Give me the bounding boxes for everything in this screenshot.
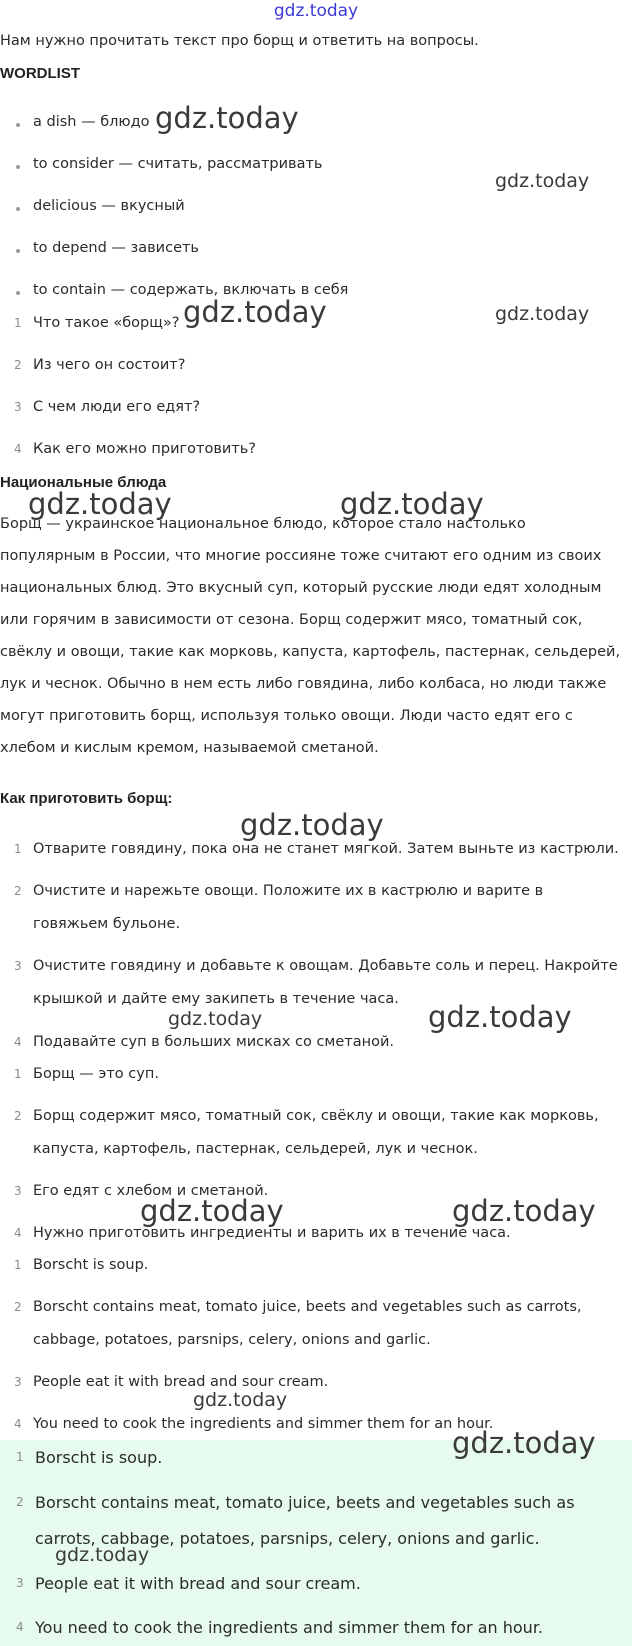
answer-text bbox=[33, 1408, 624, 1441]
step-text bbox=[33, 875, 624, 941]
watermark: gdz.today bbox=[55, 1544, 150, 1566]
bullet-icon bbox=[16, 165, 20, 169]
watermark: gdz.today bbox=[155, 101, 299, 135]
bullet-icon bbox=[16, 207, 20, 211]
step-text bbox=[33, 833, 624, 866]
answer-text bbox=[35, 1610, 624, 1646]
paragraph-line: национальных блюд. Это вкусный суп, который русские люди едят холодным bbox=[0, 580, 602, 596]
answer-line: Борщ — это суп. bbox=[33, 1066, 159, 1082]
step-number: 1 bbox=[14, 842, 22, 856]
answer-text bbox=[35, 1485, 624, 1557]
step-line: Отварите говядину, пока она не станет мягкой. Затем выньте из кастрюли. bbox=[33, 841, 619, 857]
national-heading: Национальные блюда bbox=[0, 474, 167, 491]
answer-line: Borscht is soup. bbox=[35, 1448, 163, 1467]
watermark: gdz.today bbox=[452, 1426, 596, 1460]
answer-text bbox=[33, 1100, 624, 1166]
step-text bbox=[33, 1026, 624, 1059]
wordlist-heading: WORDLIST bbox=[0, 65, 80, 82]
question-number: 3 bbox=[14, 400, 22, 414]
watermark: gdz.today bbox=[452, 1194, 596, 1228]
question-text: Из чего он состоит? bbox=[33, 357, 186, 373]
top-watermark: gdz.today bbox=[273, 1, 359, 21]
answer-line: People eat it with bread and sour cream. bbox=[33, 1374, 329, 1390]
watermark: gdz.today bbox=[495, 170, 590, 192]
wordlist-item-text: delicious — вкусный bbox=[33, 198, 185, 214]
answer-number: 4 bbox=[14, 1226, 22, 1240]
paragraph-line: хлебом и кислым кремом, называемой сметаной. bbox=[0, 740, 379, 756]
watermark: gdz.today bbox=[28, 487, 172, 521]
step-number: 3 bbox=[14, 959, 22, 973]
answer-text bbox=[33, 1217, 624, 1250]
recipe-heading: Как приготовить борщ: bbox=[0, 790, 173, 807]
answer-line: People eat it with bread and sour cream. bbox=[35, 1574, 361, 1593]
answer-line: капуста, картофель, пастернак, сельдерей, лук и чеснок. bbox=[33, 1141, 478, 1157]
step-number: 4 bbox=[14, 1035, 22, 1049]
step-line: говяжьем бульоне. bbox=[33, 916, 181, 932]
watermark: gdz.today bbox=[340, 487, 484, 521]
answer-text bbox=[35, 1566, 624, 1602]
question-text: С чем люди его едят? bbox=[33, 399, 201, 415]
answer-line: Его едят с хлебом и сметаной. bbox=[33, 1183, 269, 1199]
question-text: Что такое «борщ»? bbox=[33, 315, 180, 331]
answer-line: You need to cook the ingredients and simmer them for an hour. bbox=[33, 1416, 494, 1432]
answer-line: carrots, cabbage, potatoes, parsnips, celery, onions and garlic. bbox=[35, 1529, 540, 1548]
watermark: gdz.today bbox=[168, 1008, 263, 1030]
answer-line: Borscht is soup. bbox=[33, 1257, 149, 1273]
answer-text bbox=[33, 1058, 624, 1091]
bullet-icon bbox=[16, 123, 20, 127]
wordlist-item-text: to contain — содержать, включать в себя bbox=[33, 282, 349, 298]
question-text: Как его можно приготовить? bbox=[33, 441, 256, 457]
answer-line: You need to cook the ingredients and simmer them for an hour. bbox=[35, 1618, 544, 1637]
answer-number: 2 bbox=[16, 1495, 24, 1509]
bullet-icon bbox=[16, 249, 20, 253]
watermark: gdz.today bbox=[193, 1389, 288, 1411]
answer-text bbox=[33, 1249, 624, 1282]
answer-text bbox=[33, 1366, 624, 1399]
answer-number: 2 bbox=[14, 1109, 22, 1123]
wordlist-item-text: a dish — блюдо bbox=[33, 114, 150, 130]
answer-line: Борщ содержит мясо, томатный сок, свёклу и овощи, такие как морковь, bbox=[33, 1108, 599, 1124]
step-line: Очистите говядину и добавьте к овощам. Добавьте соль и перец. Накройте bbox=[33, 958, 618, 974]
answer-number: 3 bbox=[16, 1576, 24, 1590]
watermark: gdz.today bbox=[495, 303, 590, 325]
answer-number: 1 bbox=[16, 1450, 24, 1464]
question-number: 2 bbox=[14, 358, 22, 372]
step-line: крышкой и дайте ему закипеть в течение часа. bbox=[33, 991, 399, 1007]
question-number: 4 bbox=[14, 442, 22, 456]
national-paragraph bbox=[0, 508, 626, 764]
final-answer-box bbox=[0, 1440, 632, 1646]
answer-line: Нужно приготовить ингредиенты и варить их в течение часа. bbox=[33, 1225, 511, 1241]
step-text bbox=[33, 950, 624, 1016]
bullet-icon bbox=[16, 291, 20, 295]
step-line: Очистите и нарежьте овощи. Положите их в кастрюлю и варите в bbox=[33, 883, 544, 899]
answer-text bbox=[33, 1175, 624, 1208]
answer-line: cabbage, potatoes, parsnips, celery, onions and garlic. bbox=[33, 1332, 431, 1348]
watermark: gdz.today bbox=[183, 295, 327, 329]
paragraph-line: лук и чеснок. Обычно в нем есть либо говядина, либо колбаса, но люди также bbox=[0, 676, 607, 692]
answer-number: 4 bbox=[14, 1417, 22, 1431]
wordlist-item-text: to depend — зависеть bbox=[33, 240, 199, 256]
answer-text bbox=[33, 1291, 624, 1357]
paragraph-line: могут приготовить борщ, используя только овощи. Люди часто едят его с bbox=[0, 708, 573, 724]
watermark: gdz.today bbox=[240, 808, 384, 842]
answer-number: 3 bbox=[14, 1375, 22, 1389]
question-number: 1 bbox=[14, 316, 22, 330]
paragraph-line: Борщ — украинское национальное блюдо, которое стало настолько bbox=[0, 516, 526, 532]
watermark: gdz.today bbox=[140, 1194, 284, 1228]
answer-number: 1 bbox=[14, 1067, 22, 1081]
step-number: 2 bbox=[14, 884, 22, 898]
paragraph-line: или горячим в зависимости от сезона. Борщ содержит мясо, томатный сок, bbox=[0, 612, 583, 628]
answer-number: 4 bbox=[16, 1620, 24, 1634]
paragraph-line: популярным в России, что многие россияне тоже считают его одним из своих bbox=[0, 548, 602, 564]
step-line: Подавайте суп в больших мисках со сметаной. bbox=[33, 1034, 394, 1050]
paragraph-line: свёклу и овощи, такие как морковь, капуста, картофель, пастернак, сельдерей, bbox=[0, 644, 621, 660]
answer-number: 2 bbox=[14, 1300, 22, 1314]
answer-number: 3 bbox=[14, 1184, 22, 1198]
answer-line: Borscht contains meat, tomato juice, beets and vegetables such as carrots, bbox=[33, 1299, 582, 1315]
answer-line: Borscht contains meat, tomato juice, beets and vegetables such as bbox=[35, 1493, 575, 1512]
watermark: gdz.today bbox=[428, 1000, 572, 1034]
answer-text bbox=[35, 1440, 624, 1476]
wordlist-item-text: to consider — считать, рассматривать bbox=[33, 156, 323, 172]
intro-text: Нам нужно прочитать текст про борщ и ответить на вопросы. bbox=[0, 33, 479, 49]
answer-number: 1 bbox=[14, 1258, 22, 1272]
